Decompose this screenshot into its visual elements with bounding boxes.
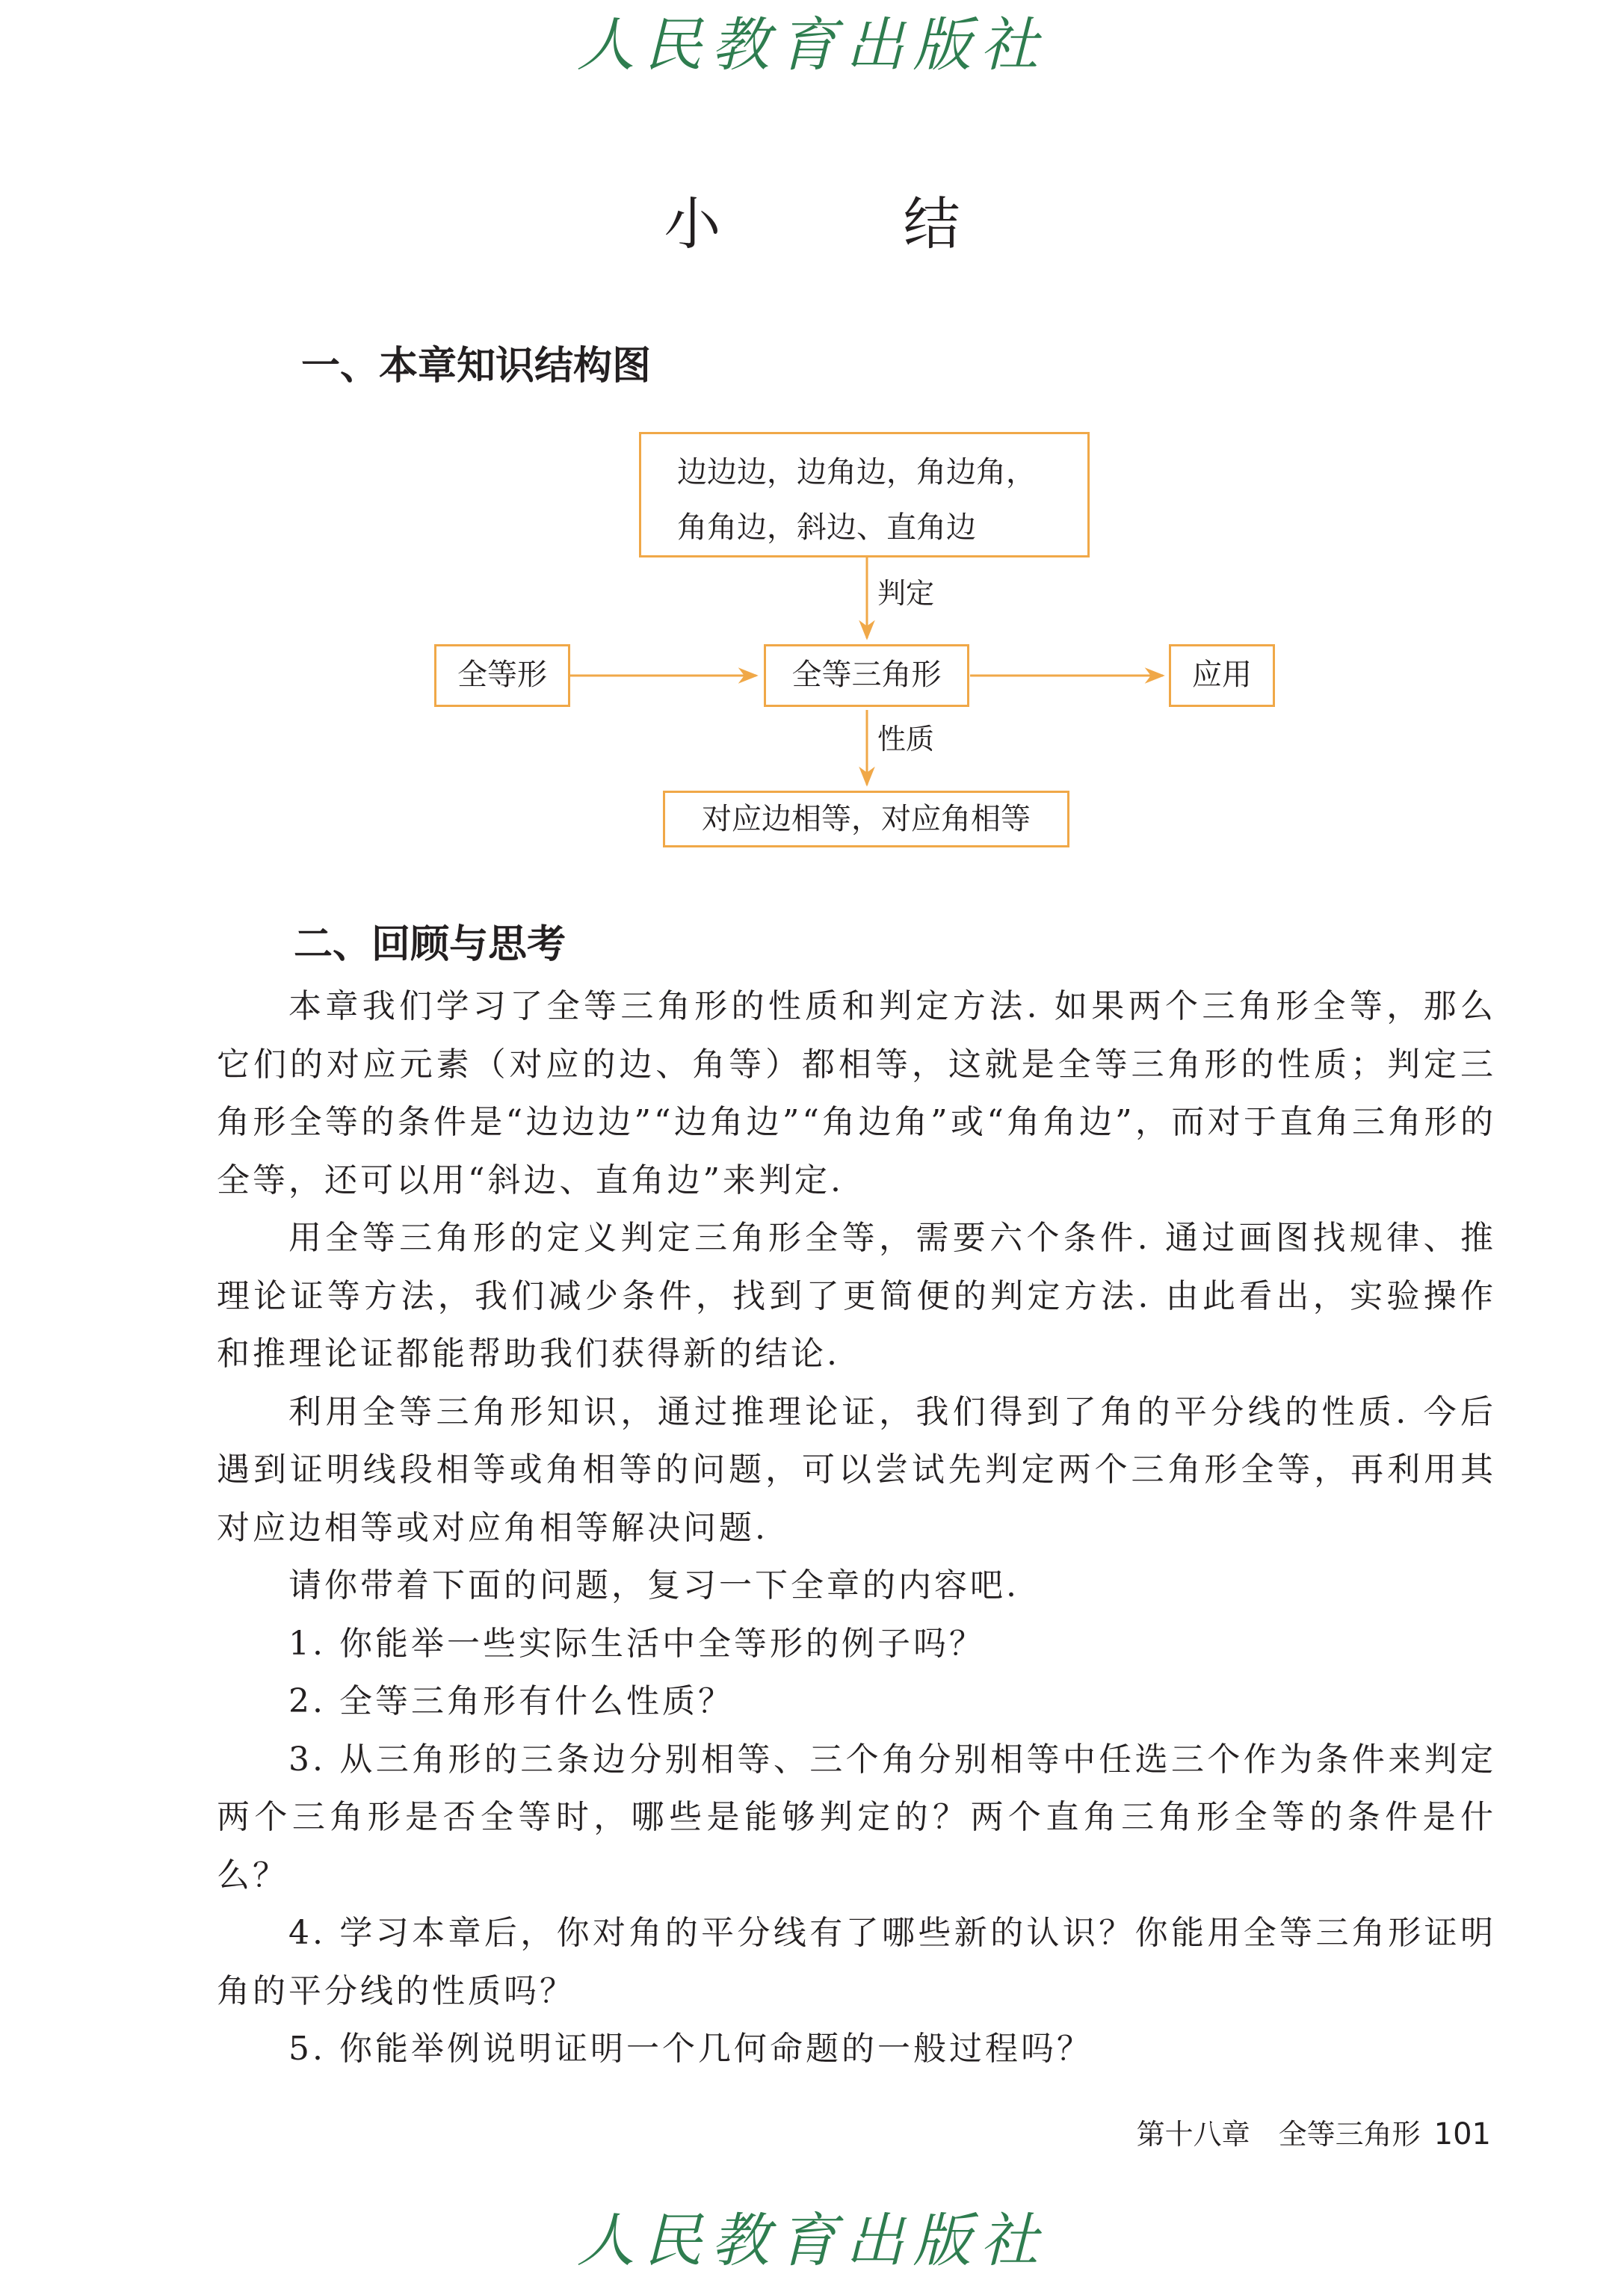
review-body	[217, 977, 1496, 2078]
footer-chapter: 第十八章 全等三角形	[1136, 2118, 1421, 2151]
label-judge: 判定	[877, 577, 935, 610]
publisher-logo-top: 人民教育出版社	[576, 12, 1048, 79]
congruent-figure-box: 全等形	[434, 644, 570, 707]
criteria-line-2: 角角边，斜边、直角边	[677, 510, 976, 545]
review-question-3: 3. 从三角形的三条边分别相等、三个角分别相等中任选三个作为条件来判定两个三角形是否全等时，哪些是能够判定的？两个直角三角形全等的条件是什么？	[217, 1740, 1496, 1894]
property-result-box: 对应边相等，对应角相等	[663, 791, 1069, 847]
review-paragraph-2: 用全等三角形的定义判定三角形全等，需要六个条件. 通过画图找规律、推理论证等方法，我们减少条件，找到了更简便的判定方法. 由此看出，实验操作和推理论证都能帮助我们获得新的结论.	[217, 1219, 1496, 1373]
review-question-5: 5. 你能举例说明证明一个几何命题的一般过程吗？	[288, 2030, 1093, 2068]
page-number: 101	[1433, 2117, 1491, 2152]
congruent-triangle-box: 全等三角形	[764, 644, 969, 707]
page-title: 小 结	[664, 191, 1043, 257]
review-paragraph-4: 请你带着下面的问题，复习一下全章的内容吧.	[288, 1566, 1019, 1604]
review-paragraph-3: 利用全等三角形知识，通过推理论证，我们得到了角的平分线的性质. 今后遇到证明线段相等或角相等的问题，可以尝试先判定两个三角形全等，再利用其对应边相等或对应角相等解决问题.	[217, 1392, 1496, 1547]
criteria-box	[639, 432, 1090, 557]
review-question-1: 1. 你能举一些实际生活中全等形的例子吗？	[288, 1624, 985, 1663]
review-question-2: 2. 全等三角形有什么性质？	[288, 1682, 734, 1720]
page-footer	[1136, 2117, 1491, 2152]
label-property: 性质	[877, 723, 935, 756]
section-heading-structure: 一、本章知识结构图	[301, 344, 652, 389]
application-box: 应用	[1169, 644, 1275, 707]
review-paragraph-1: 本章我们学习了全等三角形的性质和判定方法. 如果两个三角形全等，那么它们的对应元素（对应的边、角等）都相等，这就是全等三角形的性质；判定三角形全等的条件是“边边边”“边角边”“角边角”或“角角边”，而对于直角三角形的全等，还可以用“斜边、直角边”来判定.	[217, 987, 1496, 1199]
review-question-4: 4. 学习本章后，你对角的平分线有了哪些新的认识？你能用全等三角形证明角的平分线的性质吗？	[217, 1914, 1496, 2010]
section-heading-review: 二、回顾与思考	[294, 922, 566, 967]
publisher-logo-bottom: 人民教育出版社	[576, 2208, 1048, 2275]
criteria-line-1: 边边边，边角边，角边角，	[677, 455, 1036, 489]
